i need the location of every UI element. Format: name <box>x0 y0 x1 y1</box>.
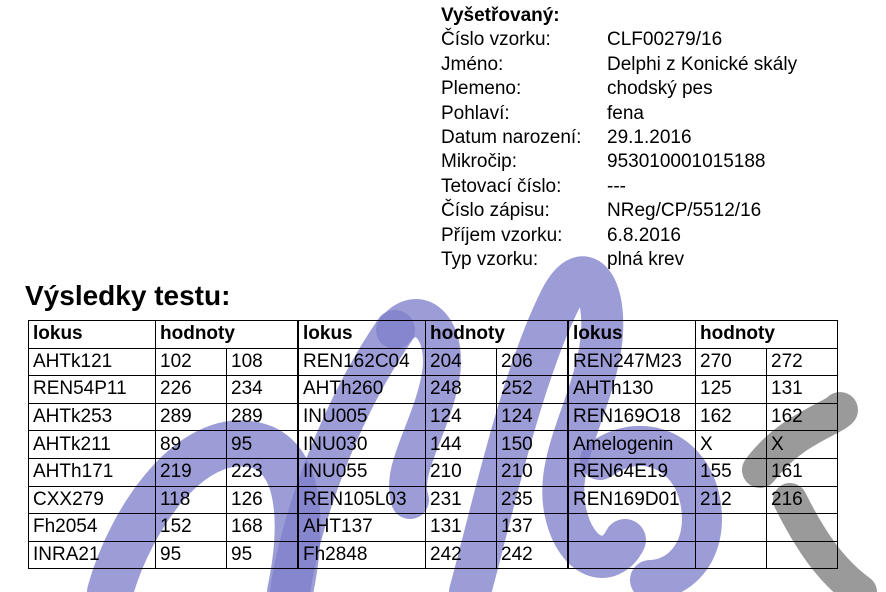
locus-cell: REN162C04 <box>298 348 426 376</box>
allele-value-cell: 242 <box>426 541 497 569</box>
allele-value-cell: 234 <box>227 376 299 404</box>
header-locus: lokus <box>298 321 426 349</box>
locus-cell: AHTk211 <box>29 431 156 459</box>
info-label: Číslo vzorku: <box>441 29 551 51</box>
allele-value-cell: 108 <box>227 348 299 376</box>
results-header-row <box>29 321 838 349</box>
allele-value-cell: 242 <box>497 541 569 569</box>
info-row-sample-number <box>441 28 797 52</box>
allele-value-cell: 131 <box>767 376 838 404</box>
allele-value-cell: 125 <box>696 376 767 404</box>
locus-cell: INU005 <box>298 403 426 431</box>
allele-value-cell: 270 <box>696 348 767 376</box>
subject-info <box>441 4 797 272</box>
allele-value-cell: 124 <box>497 403 569 431</box>
info-value: plná krev <box>607 249 685 271</box>
info-row-birth-date <box>441 126 797 150</box>
info-value: 6.8.2016 <box>607 224 681 246</box>
locus-cell: REN54P11 <box>29 376 156 404</box>
info-row-tattoo <box>441 175 797 199</box>
info-row-name <box>441 53 797 77</box>
allele-value-cell: 118 <box>156 486 227 514</box>
info-label: Datum narození: <box>441 127 582 149</box>
allele-value-cell: 235 <box>497 486 569 514</box>
info-label: Číslo zápisu: <box>441 200 550 222</box>
allele-value-cell <box>696 514 767 542</box>
table-row <box>29 486 838 514</box>
allele-value-cell: 206 <box>497 348 569 376</box>
info-value: CLF00279/16 <box>607 29 723 51</box>
info-label: Typ vzorku: <box>441 249 539 271</box>
locus-cell: CXX279 <box>29 486 156 514</box>
info-value: chodský pes <box>607 78 713 100</box>
locus-cell: AHT137 <box>298 514 426 542</box>
table-row <box>29 458 838 486</box>
allele-value-cell <box>767 514 838 542</box>
allele-value-cell: 272 <box>767 348 838 376</box>
locus-cell: INRA21 <box>29 541 156 569</box>
table-row <box>29 376 838 404</box>
allele-value-cell: X <box>767 431 838 459</box>
info-label: Jméno: <box>441 53 504 75</box>
allele-value-cell: 162 <box>767 403 838 431</box>
info-label: Tetovací číslo: <box>441 175 562 197</box>
locus-cell: INU030 <box>298 431 426 459</box>
info-value: fena <box>607 102 644 124</box>
info-label: Mikročip: <box>441 151 518 173</box>
locus-cell <box>568 514 696 542</box>
info-row-registration <box>441 199 797 223</box>
table-row <box>29 431 838 459</box>
allele-value-cell: 231 <box>426 486 497 514</box>
header-values: hodnoty <box>426 321 569 349</box>
allele-value-cell: 124 <box>426 403 497 431</box>
allele-value-cell: 144 <box>426 431 497 459</box>
header-values: hodnoty <box>696 321 838 349</box>
allele-value-cell: 289 <box>227 403 299 431</box>
allele-value-cell <box>696 541 767 569</box>
allele-value-cell: 150 <box>497 431 569 459</box>
locus-cell: Fh2054 <box>29 514 156 542</box>
info-value: Delphi z Konické skály <box>607 53 798 75</box>
info-value: --- <box>607 175 626 197</box>
allele-value-cell: 152 <box>156 514 227 542</box>
subject-heading: Vyšetřovaný: <box>441 5 560 26</box>
info-row-sex <box>441 102 797 126</box>
allele-value-cell: 126 <box>227 486 299 514</box>
info-row-microchip <box>441 150 797 174</box>
results-table <box>28 320 838 569</box>
info-row-breed <box>441 77 797 101</box>
locus-cell: INU055 <box>298 458 426 486</box>
info-row-received <box>441 224 797 248</box>
locus-cell: AHTh171 <box>29 458 156 486</box>
locus-cell: AHTh130 <box>568 376 696 404</box>
header-locus: lokus <box>29 321 156 349</box>
allele-value-cell: 289 <box>156 403 227 431</box>
locus-cell: REN169D01 <box>568 486 696 514</box>
table-row <box>29 541 838 569</box>
allele-value-cell: X <box>696 431 767 459</box>
allele-value-cell: 131 <box>426 514 497 542</box>
allele-value-cell: 204 <box>426 348 497 376</box>
allele-value-cell: 216 <box>767 486 838 514</box>
info-label: Plemeno: <box>441 78 522 100</box>
info-label: Pohlaví: <box>441 102 510 124</box>
allele-value-cell: 223 <box>227 458 299 486</box>
locus-cell: AHTk253 <box>29 403 156 431</box>
results-title: Výsledky testu: <box>25 280 231 311</box>
locus-cell <box>568 541 696 569</box>
locus-cell: REN247M23 <box>568 348 696 376</box>
allele-value-cell: 95 <box>227 541 299 569</box>
table-row <box>29 403 838 431</box>
locus-cell: Amelogenin <box>568 431 696 459</box>
allele-value-cell: 168 <box>227 514 299 542</box>
info-row-sample-type <box>441 248 797 272</box>
allele-value-cell: 248 <box>426 376 497 404</box>
info-value: 953010001015188 <box>607 151 766 173</box>
allele-value-cell: 161 <box>767 458 838 486</box>
header-locus: lokus <box>568 321 696 349</box>
table-row <box>29 348 838 376</box>
table-row <box>29 514 838 542</box>
allele-value-cell: 212 <box>696 486 767 514</box>
allele-value-cell: 219 <box>156 458 227 486</box>
allele-value-cell: 137 <box>497 514 569 542</box>
info-value: 29.1.2016 <box>607 127 692 149</box>
allele-value-cell: 155 <box>696 458 767 486</box>
allele-value-cell: 210 <box>426 458 497 486</box>
allele-value-cell: 89 <box>156 431 227 459</box>
allele-value-cell: 95 <box>227 431 299 459</box>
allele-value-cell: 95 <box>156 541 227 569</box>
locus-cell: REN64E19 <box>568 458 696 486</box>
allele-value-cell: 162 <box>696 403 767 431</box>
locus-cell: Fh2848 <box>298 541 426 569</box>
info-label: Příjem vzorku: <box>441 224 563 246</box>
allele-value-cell: 210 <box>497 458 569 486</box>
allele-value-cell <box>767 541 838 569</box>
allele-value-cell: 226 <box>156 376 227 404</box>
locus-cell: AHTh260 <box>298 376 426 404</box>
locus-cell: REN169O18 <box>568 403 696 431</box>
header-values: hodnoty <box>156 321 299 349</box>
info-value: NReg/CP/5512/16 <box>607 200 762 222</box>
allele-value-cell: 252 <box>497 376 569 404</box>
allele-value-cell: 102 <box>156 348 227 376</box>
locus-cell: REN105L03 <box>298 486 426 514</box>
locus-cell: AHTk121 <box>29 348 156 376</box>
